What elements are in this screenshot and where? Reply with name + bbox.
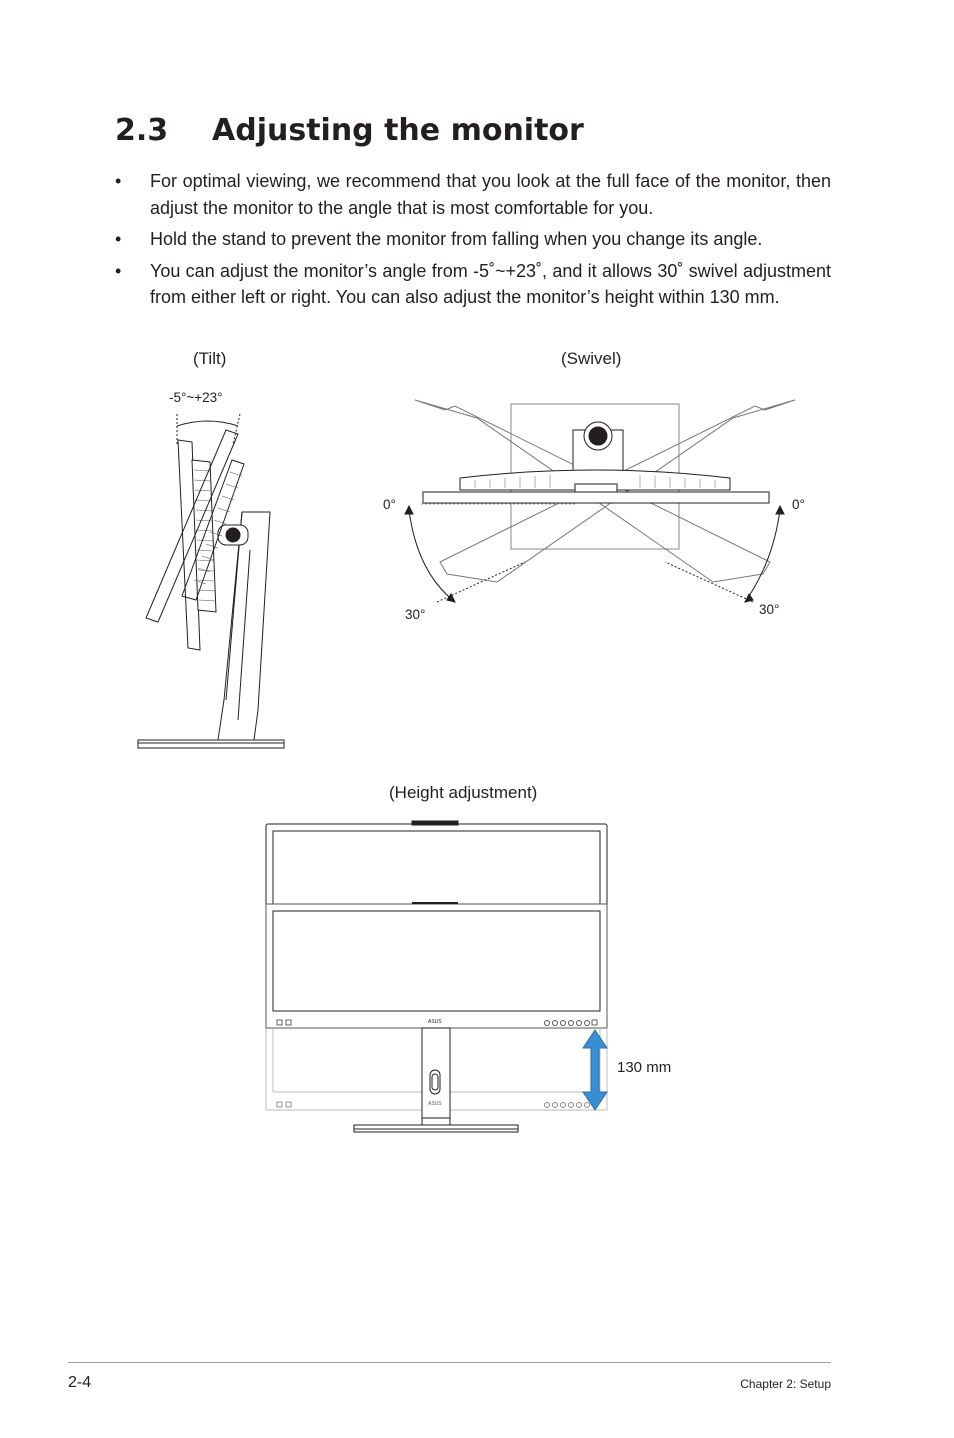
page-number: 2-4 <box>68 1374 92 1391</box>
section-number: 2.3 <box>115 113 169 148</box>
height-adjustment-illustration <box>260 820 620 1140</box>
tilt-illustration <box>130 400 300 760</box>
bullet-symbol: • <box>115 171 122 191</box>
section-heading-text: Adjusting the monitor <box>212 113 584 148</box>
bullet-item <box>115 258 831 311</box>
height-range-label: 130 mm <box>617 1059 672 1076</box>
height-caption: (Height adjustment) <box>389 783 538 802</box>
chapter-label: Chapter 2: Setup <box>740 1377 831 1391</box>
swivel-right-zero-label: 0° <box>792 497 805 512</box>
bullet-symbol: • <box>115 260 122 281</box>
bullet-text: You can adjust the monitor’s angle from -5˚~+23˚, and it allows 30˚ swivel adjustment from either left or right. You can also adjust the monitor’s height within 130 mm. <box>150 260 831 307</box>
swivel-left-zero-label: 0° <box>383 497 396 512</box>
bullet-text: For optimal viewing, we recommend that you look at the full face of the monitor, then adjust the monitor to the angle that is most comfortable for you. <box>150 171 831 218</box>
swivel-left-angle-label: 30° <box>405 607 426 622</box>
bullet-item <box>115 168 831 221</box>
bullet-item <box>115 226 831 253</box>
swivel-illustration <box>395 392 815 617</box>
tilt-caption: (Tilt) <box>193 349 227 368</box>
bullet-list <box>115 168 831 316</box>
footer-divider <box>68 1362 831 1363</box>
asus-logo-top: ASUS <box>428 1019 442 1025</box>
tilt-angle-label: -5°~+23° <box>169 390 223 405</box>
asus-logo-bottom: ASUS <box>428 1101 442 1107</box>
bullet-symbol: • <box>115 229 122 249</box>
swivel-caption: (Swivel) <box>561 349 622 368</box>
height-arrow-icon <box>583 1030 607 1110</box>
section-title <box>115 113 584 148</box>
bullet-text: Hold the stand to prevent the monitor from falling when you change its angle. <box>150 229 763 249</box>
swivel-right-angle-label: 30° <box>759 602 780 617</box>
